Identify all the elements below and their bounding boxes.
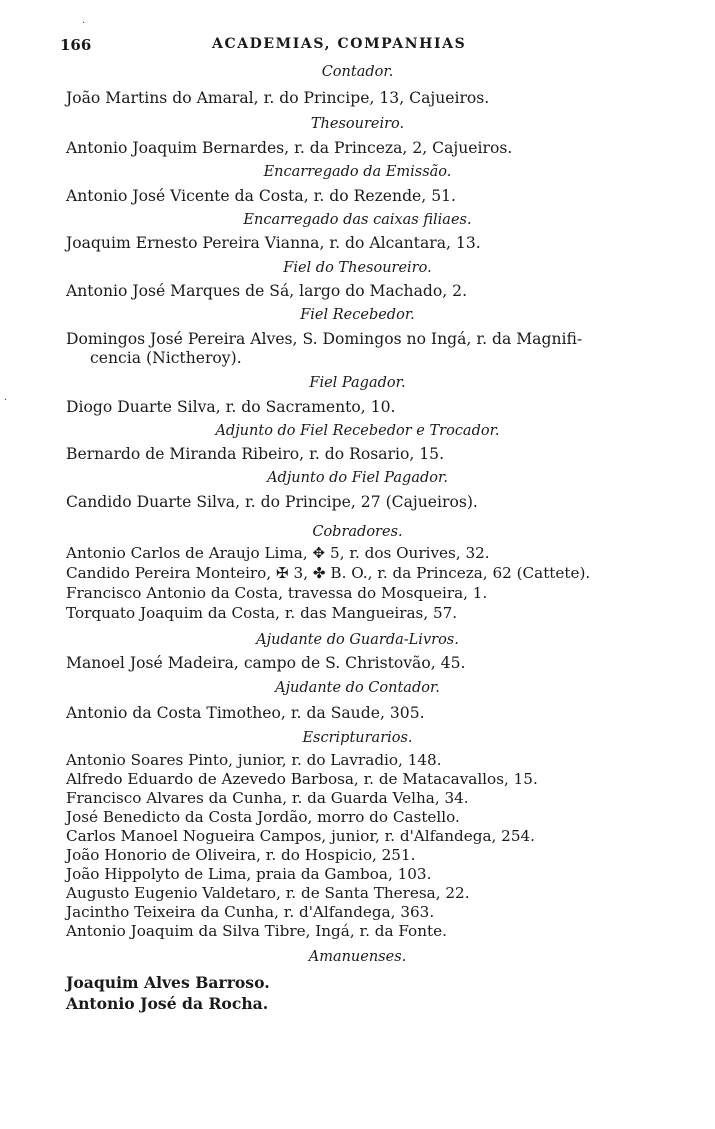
directory-entry: Antonio Joaquim da Silva Tibre, Ingá, r. da Fonte.	[66, 922, 447, 940]
running-title: ACADEMIAS, COMPANHIAS	[212, 36, 467, 52]
directory-entry: João Hippolyto de Lima, praia da Gamboa, 103.	[66, 865, 432, 883]
section-heading: Adjunto do Fiel Pagador.	[267, 470, 448, 486]
speck-mark: ·	[82, 18, 86, 29]
section-heading: Cobradores.	[312, 524, 403, 540]
section-heading: Adjunto do Fiel Recebedor e Trocador.	[215, 423, 500, 439]
section-heading: Amanuenses.	[308, 949, 407, 965]
directory-entry: Joaquim Ernesto Pereira Vianna, r. do Alcantara, 13.	[66, 234, 481, 252]
directory-entry: Antonio da Costa Timotheo, r. da Saude, 305.	[66, 704, 425, 722]
section-heading: Thesoureiro.	[310, 116, 405, 132]
directory-entry: Alfredo Eduardo de Azevedo Barbosa, r. de Matacavallos, 15.	[66, 770, 538, 788]
directory-entry: Antonio José Vicente da Costa, r. do Rezende, 51.	[66, 187, 456, 205]
section-heading: Escripturarios.	[302, 730, 413, 746]
directory-entry: Augusto Eugenio Valdetaro, r. de Santa Theresa, 22.	[66, 884, 470, 902]
directory-entry: Francisco Antonio da Costa, travessa do Mosqueira, 1.	[66, 584, 488, 602]
directory-entry: Candido Duarte Silva, r. do Principe, 27 (Cajueiros).	[66, 493, 478, 511]
directory-entry-bold: Joaquim Alves Barroso.	[66, 973, 270, 992]
directory-entry: Francisco Alvares da Cunha, r. da Guarda Velha, 34.	[66, 789, 469, 807]
directory-entry: João Honorio de Oliveira, r. do Hospicio, 251.	[66, 846, 416, 864]
directory-entry: Diogo Duarte Silva, r. do Sacramento, 10.	[66, 398, 396, 416]
page-header	[60, 36, 660, 58]
directory-entry: Bernardo de Miranda Ribeiro, r. do Rosario, 15.	[66, 445, 445, 463]
section-heading: Encarregado das caixas filiaes.	[243, 212, 472, 228]
section-heading: Contador.	[321, 64, 394, 80]
directory-entry-bold: Antonio José da Rocha.	[66, 994, 269, 1013]
section-heading: Ajudante do Guarda-Livros.	[256, 632, 459, 648]
margin-speck-mark: ·	[4, 395, 8, 406]
directory-entry: Manoel José Madeira, campo de S. Christovão, 45.	[66, 654, 466, 672]
section-heading: Encarregado da Emissão.	[263, 164, 452, 180]
section-heading: Fiel Recebedor.	[300, 307, 415, 323]
directory-entry: Antonio Joaquim Bernardes, r. da Princeza, 2, Cajueiros.	[66, 139, 513, 157]
directory-entry: Antonio Soares Pinto, junior, r. do Lavradio, 148.	[66, 751, 442, 769]
directory-entry: Antonio José Marques de Sá, largo do Machado, 2.	[66, 282, 468, 300]
directory-entry: Domingos José Pereira Alves, S. Domingos no Ingá, r. da Magnifi-	[66, 330, 583, 348]
directory-entry: João Martins do Amaral, r. do Principe, 13, Cajueiros.	[66, 89, 490, 107]
directory-entry: Torquato Joaquim da Costa, r. das Mangueiras, 57.	[66, 604, 458, 622]
section-heading: Fiel do Thesoureiro.	[283, 260, 432, 276]
section-heading: Ajudante do Contador.	[275, 680, 440, 696]
section-heading: Fiel Pagador.	[309, 375, 406, 391]
page-number: 166	[60, 36, 92, 54]
directory-entry: José Benedicto da Costa Jordão, morro do Castello.	[66, 808, 460, 826]
entry-continuation: cencia (Nictheroy).	[90, 349, 242, 367]
directory-entry: Candido Pereira Monteiro, ✠ 3, ✤ B. O., r. da Princeza, 62 (Cattete).	[66, 564, 591, 582]
directory-entry: Antonio Carlos de Araujo Lima, ✥ 5, r. dos Ourives, 32.	[66, 544, 490, 562]
directory-entry: Carlos Manoel Nogueira Campos, junior, r. d'Alfandega, 254.	[66, 827, 535, 845]
directory-entry: Jacintho Teixeira da Cunha, r. d'Alfandega, 363.	[66, 903, 435, 921]
